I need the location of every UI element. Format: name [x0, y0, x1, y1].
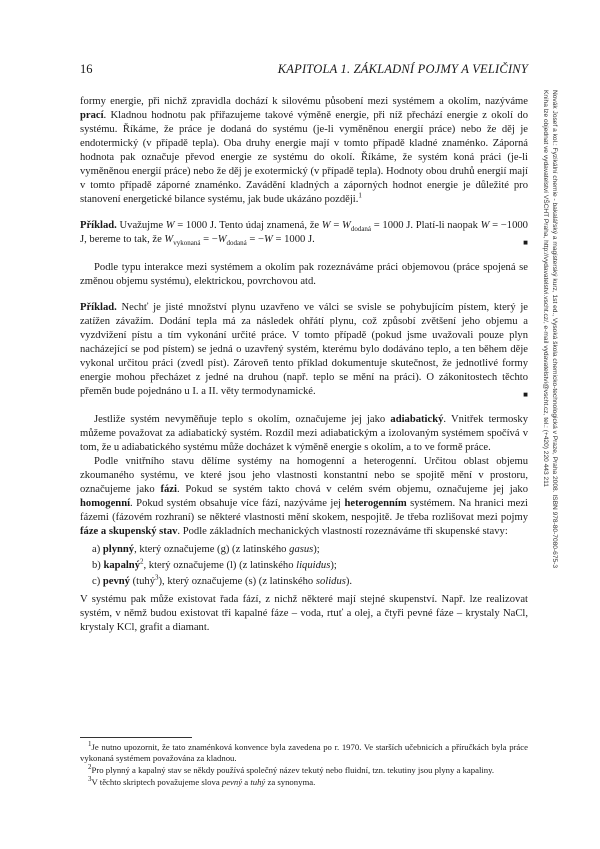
footnote-ref-2[interactable]: 2: [140, 557, 144, 566]
list-item: c) pevný (tuhý$^3$), který označujeme (s) (z latinského solidus).: [92, 573, 353, 587]
term-homogenni: homogenní: [80, 498, 131, 509]
footnote-3: $^3$V těchto skriptech považujeme slova pevný a tuhý za synonyma.: [88, 775, 316, 787]
footnote-1: $^1$Je nutno upozornit, že tato znaménková konvence byla zavedena po r. 1970. Ve starších učebnicích a příručkách byla práce vykonaná systémem považována za kladnou.: [80, 740, 528, 763]
page-body: [80, 95, 528, 635]
paragraph-phase-examples: V systému pak může existovat řada fází, z nichž některé mají stejné skupenství. Např. lze realizovat systém, v němž budou existovat tři kapalné fáze – voda, rtuť a olej, a čtyři pevné fáze – krystaly NaCl, krystaly KCl, grafit a diamant.: [80, 594, 528, 633]
running-title: KAPITOLA 1. ZÁKLADNÍ POJMY A VELIČINY: [277, 62, 528, 76]
example-2: Příklad. Nechť je jisté množství plynu uzavřeno ve válci se svisle se pohybujícím pístem, který je zatížen závažím. Dodání tepla má za následek ohřátí plynu, což způsobí zvětšení jeho objemu a vyzdvižení pístu a tím vykonání určité práce. V tomto případě (pokud jsme uvažovali pouze plyn nacházející se pod pístem) se jedná o uzavřený systém, kterému bylo dodáváno teplo, a ten během děje vykonal určitou práci (zvedl píst). Zároveň tento příklad dokumentuje skutečnost, že jednotlivé formy energie mohou přecházet z jedné na druhou (např. teplo se mění na práci). O zákonitostech těchto přeměn bude pojednáno u I. a II. věty termodynamické. ■: [80, 301, 528, 399]
end-of-example-mark: ■: [523, 390, 528, 399]
example-1: Příklad. Uvažujme W = 1000 J. Tento údaj znamená, že $W = W_{dodaná} = 1000$ J. Platí-li naopak W = −1000 J, bereme to tak, že $W_{vykonaná} = -W_{dodaná} = -W = 1000$ J. ■: [80, 219, 528, 247]
footnote-ref-3[interactable]: 3: [155, 573, 159, 582]
copyright-sidebar: [541, 90, 558, 730]
list-item: a) plynný, který označujeme (g) (z latinského gasus);: [92, 544, 320, 555]
term-heterogennim: heterogenním: [344, 498, 407, 509]
states-of-matter-list: [80, 543, 528, 589]
page-number: 16: [80, 62, 93, 76]
term-adiabaticky: adiabatický: [390, 414, 444, 425]
paragraph-phases: Podle vnitřního stavu dělíme systémy na homogenní a heterogenní. Určitou oblast objemu zkoumaného systému, ve které jsou jeho vlastnosti konstantní nebo se spojitě mění v prostoru, označujeme jako fázi. Pokud se systém takto chová v celém svém objemu, označujeme jej jako homogenní. Pokud systém obsahuje více fází, nazýváme jej heterogenním systémem. Na hranici mezi fázemi (fázovém rozhraní) se některé vlastnosti mění skokem, nespojitě. Je třeba rozlišovat mezi pojmy fáze a skupenský stav. Podle základních mechanických vlastností rozeznáváme tři skupenské stavy:: [80, 456, 529, 537]
paragraph-work-definition: formy energie, při nichž zpravidla dochází k silovému působení mezi systémem a okolím, nazýváme prací. Kladnou hodnotu pak přiřazujeme takové výměně energie, při níž přechází energie z okolí do systému. Říkáme, že práce je dodaná do systému (je-li vyměněnou energií práce) nebo že děj je endotermický (v případě tepla). Oba druhy energie mají v tomto případě kladné znaménko. Záporná hodnota pak označuje převod energie ze systému do okolí. Říkáme, že systém koná práci (je-li vyměněnou energií práce) nebo že děj je exotermický (v případě tepla). Hodnoty obou druhů energií mají v tomto případě záporné znaménko. Zavádění kladných a záporných hodnot energie je důležité pro stanovení energetické bilance systému, jak bude ukázáno později.$^1$: [80, 96, 528, 205]
paragraph-work-types: Podle typu interakce mezi systémem a okolím pak rozeznáváme práci objemovou (práce spojená se změnou objemu systému), elektrickou, povrchovou atd.: [80, 262, 528, 287]
footnote-divider: [80, 737, 192, 738]
term-faze-skupensky-stav: fáze a skupenský stav: [80, 526, 178, 537]
footnote-2: $^2$Pro plynný a kapalný stav se někdy používá společný název tekutý nebo fluidní, tzn. tekutiny jsou plyny a kapaliny.: [88, 763, 495, 775]
footnote-ref-1[interactable]: 1: [358, 191, 362, 200]
paragraph-adiabatic: Jestliže systém nevyměňuje teplo s okolím, označujeme jej jako adiabatický. Vnitřek termosky můžeme považovat za adiabatický systém. Rozdíl mezi adiabatickým a izolovaným systémem spočívá v tom, že u adiabatického systému může docházet k výměně energie s okolím, a to ve formě práce.: [80, 414, 528, 453]
page-header: [80, 62, 528, 77]
sidebar-line-2: Kniha lze objednat ve vydavatelství VŠCHT Praha, http://vydavatelstvi.vscht.cz/, e-mail vydavatelstvi@vscht.cz, tel.: (+420) 220 443 211: [542, 90, 550, 487]
footnotes: [80, 742, 528, 789]
end-of-example-mark: ■: [523, 238, 528, 247]
term-prace: prací: [80, 110, 104, 121]
sidebar-line-1: Novák Josef a kol.: Fyzikální chemie - bakalářský a magisterský kurz, 1st ed., Vysoká škola chemicko-technologická v Praze, Praha 2008. ISBN 978-80-7080-675-3: [551, 90, 558, 569]
term-faze: fázi: [160, 484, 177, 495]
list-item: b) kapalný$^2$, který označujeme (l) (z latinského liquidus);: [92, 557, 337, 571]
